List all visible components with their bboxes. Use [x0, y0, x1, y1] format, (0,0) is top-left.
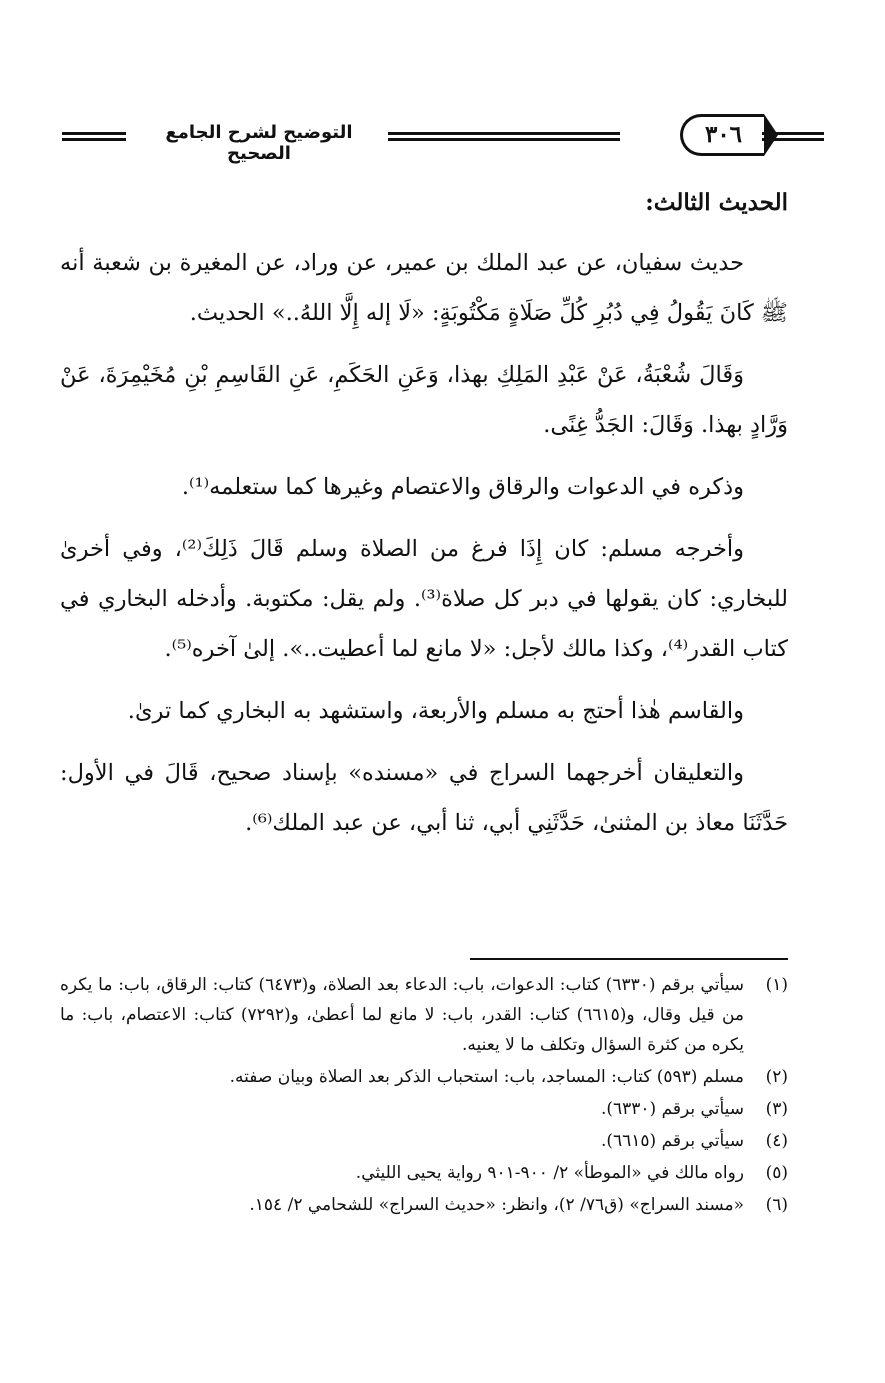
footnote-number: (٥) — [765, 1163, 788, 1183]
book-title: التوضيح لشرح الجامع الصحيح — [165, 122, 353, 164]
paragraph: والتعليقان أخرجهما السراج في «مسنده» بإسناد صحيح، قَالَ في الأول: حَدَّثَنَا معاذ بن المثنىٰ، حَدَّثَنِي أبي، ثنا أبي، عن عبد الملك⁽⁶⁾. — [60, 760, 788, 836]
paragraph: وأخرجه مسلم: كان إِذَا فرغ من الصلاة وسلم قَالَ ذَلِكَ⁽²⁾، وفي أخرىٰ للبخاري: كان يقولها في دبر كل صلاة⁽³⁾. ولم يقل: مكتوبة. وأدخله البخاري في كتاب القدر⁽⁴⁾، وكذا مالك لأجل: «لا مانع لما أعطيت..». إلىٰ آخره⁽⁵⁾. — [60, 536, 788, 662]
footnote-number: (٦) — [765, 1195, 788, 1215]
footnote — [60, 970, 788, 1060]
footnote-number: (٤) — [765, 1131, 788, 1151]
footnote-text: رواه مالك في «الموطأ» ٢/ ٩٠٠-٩٠١ رواية يحيى الليثي. — [355, 1163, 744, 1183]
footnote — [60, 1158, 788, 1188]
header-rule-middle — [388, 132, 620, 142]
page-number: ٣٠٦ — [704, 121, 743, 148]
footnote-text: «مسند السراج» (ق٧٦/ ٢)، وانظر: «حديث السراج» للشحامي ٢/ ١٥٤. — [249, 1195, 744, 1215]
page-number-badge — [680, 114, 764, 156]
footnote — [60, 1190, 788, 1220]
footnote — [60, 1062, 788, 1092]
footnote-number: (٣) — [765, 1099, 788, 1119]
paragraph: وذكره في الدعوات والرقاق والاعتصام وغيرها كما ستعلمه⁽¹⁾. — [181, 474, 744, 500]
footnote-number: (١) — [765, 975, 788, 995]
footnote-text: سيأتي برقم (٦٣٣٠) كتاب: الدعوات، باب: الدعاء بعد الصلاة، و(٦٤٧٣) كتاب: الرقاق، باب: ما يكره من قيل وقال، و(٦٦١٥) كتاب: القدر، باب: لا مانع لما أعطىٰ، و(٧٢٩٢) كتاب: الاعتصام، باب: ما يكره من كثرة السؤال وتكلف ما لا يعنيه. — [60, 975, 744, 1055]
running-header — [62, 112, 824, 162]
footnote — [60, 1094, 788, 1124]
footnote-number: (٢) — [765, 1067, 788, 1087]
footnotes — [60, 970, 788, 1222]
header-rule-right — [762, 132, 824, 142]
main-text — [60, 178, 788, 860]
section-heading: الحديث الثالث: — [645, 189, 788, 216]
footnote-text: سيأتي برقم (٦٣٣٠). — [600, 1099, 744, 1119]
header-rule-left — [62, 132, 126, 142]
paragraph: والقاسم هٰذا أحتج به مسلم والأربعة، واستشهد به البخاري كما ترىٰ. — [127, 698, 744, 724]
paragraph: وَقَالَ شُعْبَةُ، عَنْ عَبْدِ المَلِكِ بهذا، وَعَنِ الحَكَمِ، عَنِ القَاسِمِ بْنِ مُخَيْمِرَةَ، عَنْ وَرَّادٍ بهذا. وَقَالَ: الجَدُّ غِنًى. — [60, 362, 788, 438]
footnote-text: سيأتي برقم (٦٦١٥). — [600, 1131, 744, 1151]
footnote-text: مسلم (٥٩٣) كتاب: المساجد، باب: استحباب الذكر بعد الصلاة وبيان صفته. — [229, 1067, 744, 1087]
footnote — [60, 1126, 788, 1156]
footnote-separator — [470, 958, 788, 960]
paragraph: حديث سفيان، عن عبد الملك بن عمير، عن وراد، عن المغيرة بن شعبة أنه ﷺ كَانَ يَقُولُ فِي دُبُرِ كُلِّ صَلَاةٍ مَكْتُوبَةٍ: «لَا إله إِلَّا اللهُ..» الحديث. — [60, 250, 788, 326]
